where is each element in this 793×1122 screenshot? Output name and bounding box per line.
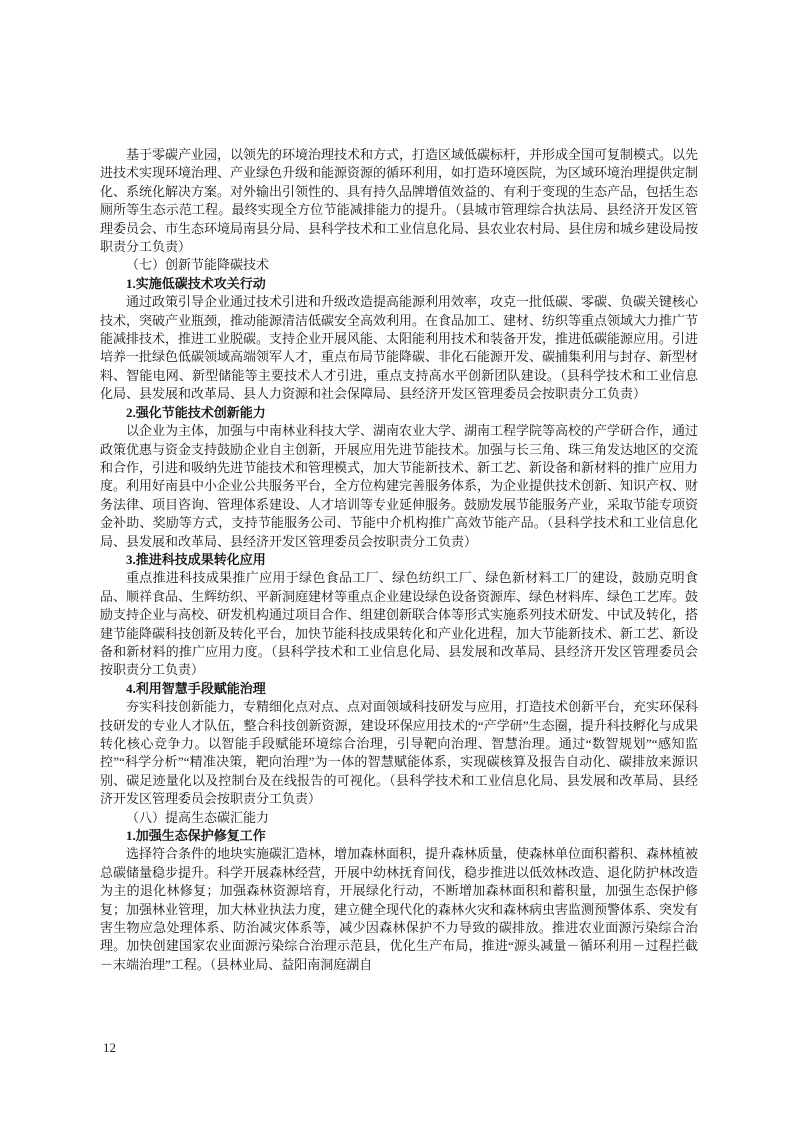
section-heading-8: （八）提高生态碳汇能力 (126, 809, 270, 825)
subsection-heading-2: 2.强化节能技术创新能力 (126, 404, 266, 420)
paragraph: 以企业为主体，加强与中南林业科技大学、湖南农业大学、湖南工程学院等高校的产学研合作，通过政策优惠与资金支持鼓励企业自主创新，开展应用先进节能技术。加强与长三角、珠三角发达地区的交流和合作，引进和吸纳先进节能技术和管理模式，加大节能新技术、新工艺、新设备和新材料的推广应用力度。利用好南县中小企业公共服务平台，全方位构建完善服务体系，为企业提供技术创新、知识产权、财务法律、项目咨询、管理体系建设、人才培训等专业延伸服务。鼓励发展节能服务产业，采取节能专项资金补助、奖励等方式，支持节能服务公司、节能中介机构推广高效节能产品。（县科学技术和工业信息化局、县发展和改革局、县经济开发区管理委员会按职责分工负责） (100, 423, 699, 549)
subsection-heading-1b: 1.加强生态保护修复工作 (126, 828, 266, 844)
paragraph: 基于零碳产业园，以领先的环境治理技术和方式，打造区域低碳标杆，并形成全国可复制模式。以先进技术实现环境治理、产业绿色升级和能源资源的循环利用，如打造环境医院，为区域环境治理提供定制化、系统化解决方案。对外输出引领性的、具有持久品牌增值效益的、有利于变现的生态产品，包括生态厕所等生态示范工程。最终实现全方位节能减排能力的提升。（县城市管理综合执法局、县经济开发区管理委员会、市生态环境局南县分局、县科学技术和工业信息化局、县农业农村局、县住房和城乡建设局按职责分工负责） (100, 147, 699, 255)
paragraph: 通过政策引导企业通过技术引进和升级改造提高能源利用效率，攻克一批低碳、零碳、负碳关键核心技术，突破产业瓶颈，推动能源清洁低碳安全高效利用。在食品加工、建材、纺织等重点领域大力推广节能减排技术，推进工业脱碳。支持企业开展风能、太阳能利用技术和装备开发，推进低碳能源应用。引进培养一批绿色低碳领域高端领军人才，重点布局节能降碳、非化石能源开发、碳捕集利用与封存、新型材料、智能电网、新型储能等主要技术人才引进，重点支持高水平创新团队建设。（县科学技术和工业信息化局、县发展和改革局、县人力资源和社会保障局、县经济开发区管理委员会按职责分工负责） (100, 294, 699, 402)
page-number: 12 (103, 1040, 116, 1055)
paragraph: 夯实科技创新能力，专精细化点对点、点对面领域科技研发与应用，打造技术创新平台，充实环保科技研发的专业人才队伍，整合科技创新资源，建设环保应用技术的“产学研”生态圈，提升科技孵化与成果转化核心竞争力。以智能手段赋能环境综合治理，引导靶向治理、智慧治理。通过“数智规划”“感知监控”“科学分析”“精准决策，靶向治理”为一体的智慧赋能体系，实现碳核算及报告自动化、碳排放来源识别、碳足迹量化以及控制台及在线报告的可视化。（县科学技术和工业信息化局、县发展和改革局、县经济开发区管理委员会按职责分工负责） (100, 699, 699, 807)
paragraph: 选择符合条件的地块实施碳汇造林，增加森林面积，提升森林质量，使森林单位面积蓄积、森林植被总碳储量稳步提升。科学开展森林经营，开展中幼林抚育间伐，稳步推进以低效林改造、退化防护林改造为主的退化林修复；加强森林资源培育，开展绿化行动，不断增加森林面积和蓄积量，加强生态保护修复；加强林业管理，加大林业执法力度，建立健全现代化的森林火灾和森林病虫害监测预警体系、突发有害生物应急处理体系、防治减灾体系等，减少因森林保护不力导致的碳排放。推进农业面源污染综合治理。加快创建国家农业面源污染综合治理示范县，优化生产布局，推进“源头减量－循环利用－过程拦截－末端治理”工程。（县林业局、益阳南洞庭湖自 (100, 846, 699, 972)
paragraph: 重点推进科技成果推广应用于绿色食品工厂、绿色纺织工厂、绿色新材料工厂的建设，鼓励克明食品、顺祥食品、生辉纺织、平新洞庭建材等重点企业建设绿色设备资源库、绿色材料库、绿色工艺库。鼓励支持企业与高校、研发机构通过项目合作、组建创新联合体等形式实施系列技术研发、中试及转化，搭建节能降碳科技创新及转化平台，加快节能科技成果转化和产业化进程，加大节能新技术、新工艺、新设备和新材料的推广应用力度。（县科学技术和工业信息化局、县发展和改革局、县经济开发区管理委员会按职责分工负责） (100, 570, 699, 678)
text-block (100, 146, 698, 974)
subsection-heading-1: 1.实施低碳技术攻关行动 (126, 275, 266, 291)
subsection-heading-3: 3.推进科技成果转化应用 (126, 551, 266, 567)
section-heading-7: （七）创新节能降碳技术 (126, 257, 270, 273)
subsection-heading-4: 4.利用智慧手段赋能治理 (126, 680, 266, 696)
